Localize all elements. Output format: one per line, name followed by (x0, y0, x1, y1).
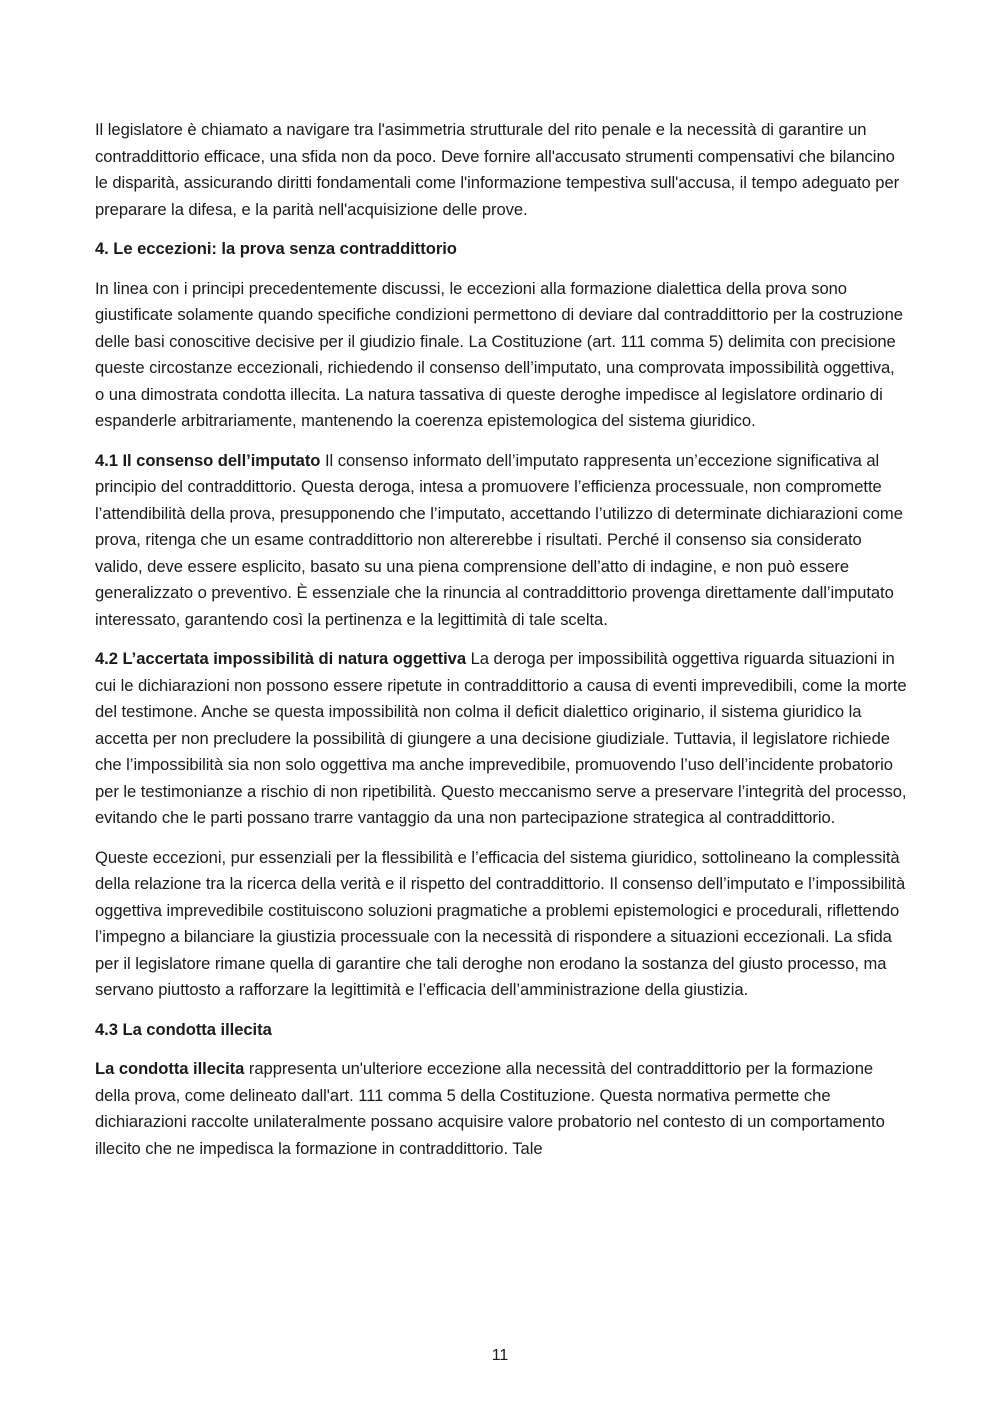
paragraph-conclusione-eccezioni: Queste eccezioni, pur essenziali per la flessibilità e l’efficacia del sistema giuridico, sottolineano la complessità della relazione tra la ricerca della verità e il rispetto del contraddittorio. Il consenso dell’imputato e l’impossibilità oggettiva imprevedibile costituiscono soluzioni pragmatiche a problemi epistemologici e procedurali, riflettendo l’impegno a bilanciare la giustizia processuale con la necessità di rispondere a situazioni eccezionali. La sfida per il legislatore rimane quella di garantire che tali deroghe non erodano la sostanza del giusto processo, ma servano piuttosto a rafforzare la legittimità e l’efficacia dell’amministrazione della giustizia. (95, 847, 906, 999)
paragraph-consenso-imputato (95, 448, 907, 634)
page-number: 11 (491, 1347, 509, 1364)
paragraph-condotta-illecita (95, 1056, 907, 1162)
paragraph-eccezioni: In linea con i principi precedentemente discussi, le eccezioni alla formazione dialettica della prova sono giustificate solamente quando specifiche condizioni permettono di deviare dal contraddittorio per la costruzione delle basi conoscitive decisive per il giudizio finale. La Costituzione (art. 111 comma 5) delimita con precisione queste circostanze eccezionali, richiedendo il consenso dell’imputato, una comprovata impossibilità oggettiva, o una dimostrata condotta illecita. La natura tassativa di queste deroghe impedisce al legislatore ordinario di espanderle arbitrariamente, mantenendo la coerenza epistemologica del sistema giuridico. (95, 278, 903, 430)
section-heading-4: 4. Le eccezioni: la prova senza contraddittorio (95, 239, 457, 258)
subsection-body-4-2: La deroga per impossibilità oggettiva riguarda situazioni in cui le dichiarazioni non possono essere ripetute in contraddittorio a causa di eventi imprevedibili, come la morte del testimone. Anche se questa impossibilità non colma il deficit dialettico originario, il sistema giuridico la accetta per non precludere la possibilità di giungere a una decisione giudiziale. Tuttavia, il legislatore richiede che l’impossibilità sia non solo oggettiva ma anche imprevedibile, promuovendo l’uso dell’incidente probatorio per le testimonianze a rischio di non ripetibilità. Questo meccanismo serve a preservare l’integrità del processo, evitando che le parti possano trarre vantaggio da una non partecipazione strategica al contraddittorio. (95, 649, 907, 827)
subsection-body-4-1: Il consenso informato dell’imputato rappresenta un’eccezione significativa al principio del contraddittorio. Questa deroga, intesa a promuovere l’efficienza processuale, non compromette l’attendibilità della prova, presupponendo che l’imputato, accettando l’utilizzo di determinate dichiarazioni come prova, ritenga che un esame contraddittorio non altererebbe i risultati. Perché il consenso sia considerato valido, deve essere esplicito, basato su una piena comprensione dell’atto di indagine, e non può essere generalizzato o preventivo. È essenziale che la rinuncia al contraddittorio provenga direttamente dall’imputato interessato, garantendo così la pertinenza e la legittimità di tale scelta. (95, 450, 903, 629)
paragraph-condotta-illecita-body: rappresenta un'ulteriore eccezione alla necessità del contraddittorio per la formazione della prova, come delineato dall'art. 111 comma 5 della Costituzione. Questa normativa permette che dichiarazioni raccolte unilateralmente possano acquisire valore probatorio nel contesto di un comportamento illecito che ne impedisca la formazione in contraddittorio. Tale (95, 1059, 885, 1158)
section-heading-4-3: 4.3 La condotta illecita (95, 1019, 272, 1039)
paragraph-impossibilita-oggettiva (95, 646, 907, 832)
bold-lead-condotta-illecita: La condotta illecita (95, 1059, 245, 1078)
page-content (95, 117, 907, 1175)
paragraph-legislatore: Il legislatore è chiamato a navigare tra l'asimmetria strutturale del rito penale e la necessità di garantire un contraddittorio efficace, una sfida non da poco. Deve fornire all'accusato strumenti compensativi che bilancino le disparità, assicurando diritti fondamentali come l'informazione tempestiva sull'accusa, il tempo adeguato per preparare la difesa, e la parità nell'acquisizione delle prove. (95, 120, 900, 219)
subsection-title-4-2: 4.2 L’accertata impossibilità di natura oggettiva (95, 649, 467, 668)
subsection-title-4-1: 4.1 Il consenso dell’imputato (95, 450, 321, 470)
